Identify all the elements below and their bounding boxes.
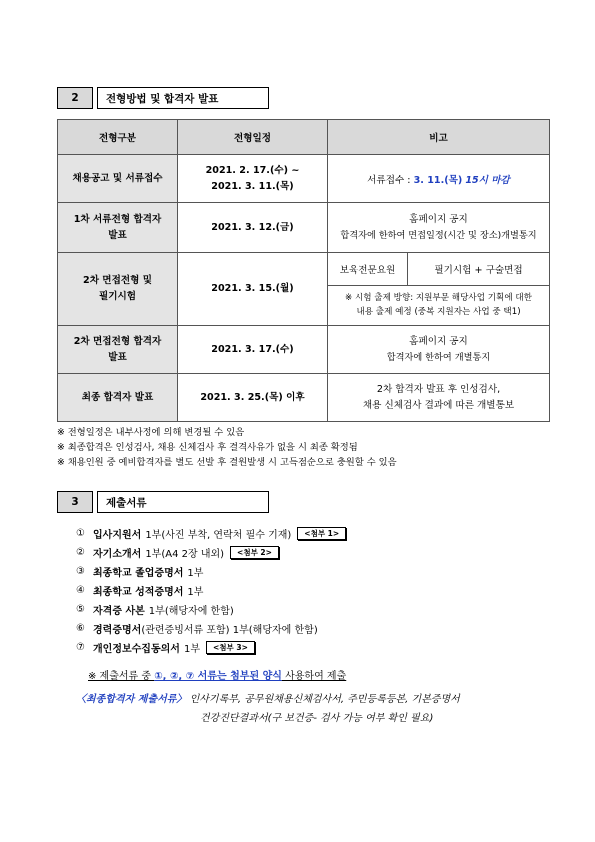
final-docs-line2: 건강진단결과서(구 보건증- 검사 가능 여부 확인 필요) xyxy=(200,713,434,724)
note-line: 합격자에 한하여 개별통지 xyxy=(386,351,491,363)
note-line: 2차 합격자 발표 후 인성검사, xyxy=(376,383,501,395)
table-row xyxy=(58,326,550,374)
document-list xyxy=(76,524,346,657)
item-number: ⑦ xyxy=(76,642,85,653)
label-line: 필기시험 xyxy=(98,291,137,302)
item-name: 개인정보수집동의서 xyxy=(93,644,180,655)
item-number: ⑤ xyxy=(76,604,85,615)
label-line: 2차 면접전형 합격자 xyxy=(73,335,162,347)
note-line: 홈페이지 공지 xyxy=(409,213,468,225)
item-detail: (관련증빙서류 포함) 1부(해당자에 한함) xyxy=(141,625,318,636)
submit-note-prefix: ※ 제출서류 중 xyxy=(88,671,155,682)
attachment-tag: <첨부 3> xyxy=(206,641,255,654)
final-docs-text: 인사기록부, 공무원채용신체검사서, 주민등록등본, 기본증명서 xyxy=(189,694,460,705)
column-header: 비고 xyxy=(328,120,550,155)
column-header: 전형일정 xyxy=(178,120,328,155)
note-item: ※ 전형일정은 내부사정에 의해 변경될 수 있음 xyxy=(57,427,245,438)
note-line: 채용 신체검사 결과에 따른 개별통보 xyxy=(362,399,515,411)
list-item xyxy=(76,581,346,600)
attachment-tag: <첨부 2> xyxy=(230,546,279,559)
final-docs-line1 xyxy=(76,690,460,705)
section-3-header xyxy=(57,491,269,513)
item-detail: 1부(A4 2장 내외) xyxy=(145,549,225,560)
stage-note xyxy=(328,253,550,326)
final-docs-label: 〈최종합격자 제출서류〉 xyxy=(76,694,187,705)
submit-note-highlight: ①, ②, ⑦ 서류는 첨부된 양식 xyxy=(154,671,282,682)
item-detail: 1부(해당자에 한함) xyxy=(148,606,234,617)
section-number: 2 xyxy=(57,87,93,109)
stage-note xyxy=(328,155,550,203)
exam-note xyxy=(328,285,549,325)
item-number: ③ xyxy=(76,566,85,577)
date-line: 2021. 2. 17.(수) ~ xyxy=(205,164,300,176)
label-line: 1차 서류전형 합격자 xyxy=(73,213,162,225)
item-name: 입사지원서 xyxy=(93,530,142,541)
exam-note-line: 내용 출제 예정 (중복 지원자는 사업 중 택1) xyxy=(356,307,521,318)
item-name: 최종학교 성적증명서 xyxy=(93,587,184,598)
item-number: ① xyxy=(76,528,85,539)
list-item xyxy=(76,638,346,657)
schedule-notes xyxy=(57,425,397,470)
item-detail: 1부 xyxy=(187,587,204,598)
exam-note-line: ※ 시험 출제 방향: 지원부문 해당사업 기획에 대한 xyxy=(345,293,532,304)
note-line: 합격자에 한하여 면접일정(시간 및 장소)개별통지 xyxy=(340,229,537,241)
attachment-tag: <첨부 1> xyxy=(297,527,346,540)
stage-note xyxy=(328,203,550,253)
schedule-table xyxy=(57,119,550,422)
exam-field: 보육전문요원 xyxy=(328,253,408,285)
item-detail: 1부 xyxy=(183,644,200,655)
stage-note xyxy=(328,374,550,422)
list-item xyxy=(76,524,346,543)
stage-label: 채용공고 및 서류접수 xyxy=(58,155,178,203)
date-line: 2021. 3. 11.(목) xyxy=(211,180,294,192)
submit-note-suffix: 사용하여 제출 xyxy=(281,671,347,682)
stage-label: 최종 합격자 발표 xyxy=(58,374,178,422)
table-row xyxy=(58,203,550,253)
label-line: 발표 xyxy=(108,351,127,363)
exam-method: 필기시험 + 구술면접 xyxy=(408,253,549,285)
note-item: ※ 최종합격은 인성검사, 채용 신체검사 후 결격사유가 없을 시 최종 확정됨 xyxy=(57,442,358,453)
list-item xyxy=(76,543,346,562)
item-number: ④ xyxy=(76,585,85,596)
stage-date: 2021. 3. 25.(목) 이후 xyxy=(178,374,328,422)
item-name: 경력증명서 xyxy=(93,625,142,636)
table-header-row xyxy=(58,120,550,155)
list-item xyxy=(76,562,346,581)
stage-note xyxy=(328,326,550,374)
section-number: 3 xyxy=(57,491,93,513)
stage-date: 2021. 3. 17.(수) xyxy=(178,326,328,374)
stage-date xyxy=(178,155,328,203)
list-item xyxy=(76,619,346,638)
section-2-header xyxy=(57,87,269,109)
note-deadline: 15시 마감 xyxy=(465,174,510,186)
item-number: ⑥ xyxy=(76,623,85,634)
note-prefix: 서류접수 : xyxy=(367,174,414,186)
stage-date: 2021. 3. 15.(월) xyxy=(178,253,328,326)
section-title: 전형방법 및 합격자 발표 xyxy=(97,87,269,109)
exam-subtable xyxy=(328,253,549,325)
stage-label xyxy=(58,203,178,253)
item-number: ② xyxy=(76,547,85,558)
stage-date: 2021. 3. 12.(금) xyxy=(178,203,328,253)
table-row xyxy=(58,374,550,422)
stage-label xyxy=(58,253,178,326)
item-name: 자기소개서 xyxy=(93,549,142,560)
table-row xyxy=(58,155,550,203)
stage-label xyxy=(58,326,178,374)
note-line: 홈페이지 공지 xyxy=(409,335,468,347)
note-item: ※ 채용인원 중 예비합격자를 별도 선발 후 결원발생 시 고득점순으로 충원할 수 있음 xyxy=(57,457,397,468)
item-detail: 1부 xyxy=(187,568,204,579)
note-date: 3. 11.(목) xyxy=(413,174,463,186)
table-row xyxy=(58,253,550,326)
label-line: 발표 xyxy=(108,229,127,241)
column-header: 전형구분 xyxy=(58,120,178,155)
list-item xyxy=(76,600,346,619)
submit-note xyxy=(88,667,346,682)
item-detail: 1부(사진 부착, 연락처 필수 기재) xyxy=(145,530,292,541)
section-title: 제출서류 xyxy=(97,491,269,513)
label-line: 2차 면접전형 및 xyxy=(83,275,152,286)
item-name: 최종학교 졸업증명서 xyxy=(93,568,184,579)
item-name: 자격증 사본 xyxy=(93,606,145,617)
